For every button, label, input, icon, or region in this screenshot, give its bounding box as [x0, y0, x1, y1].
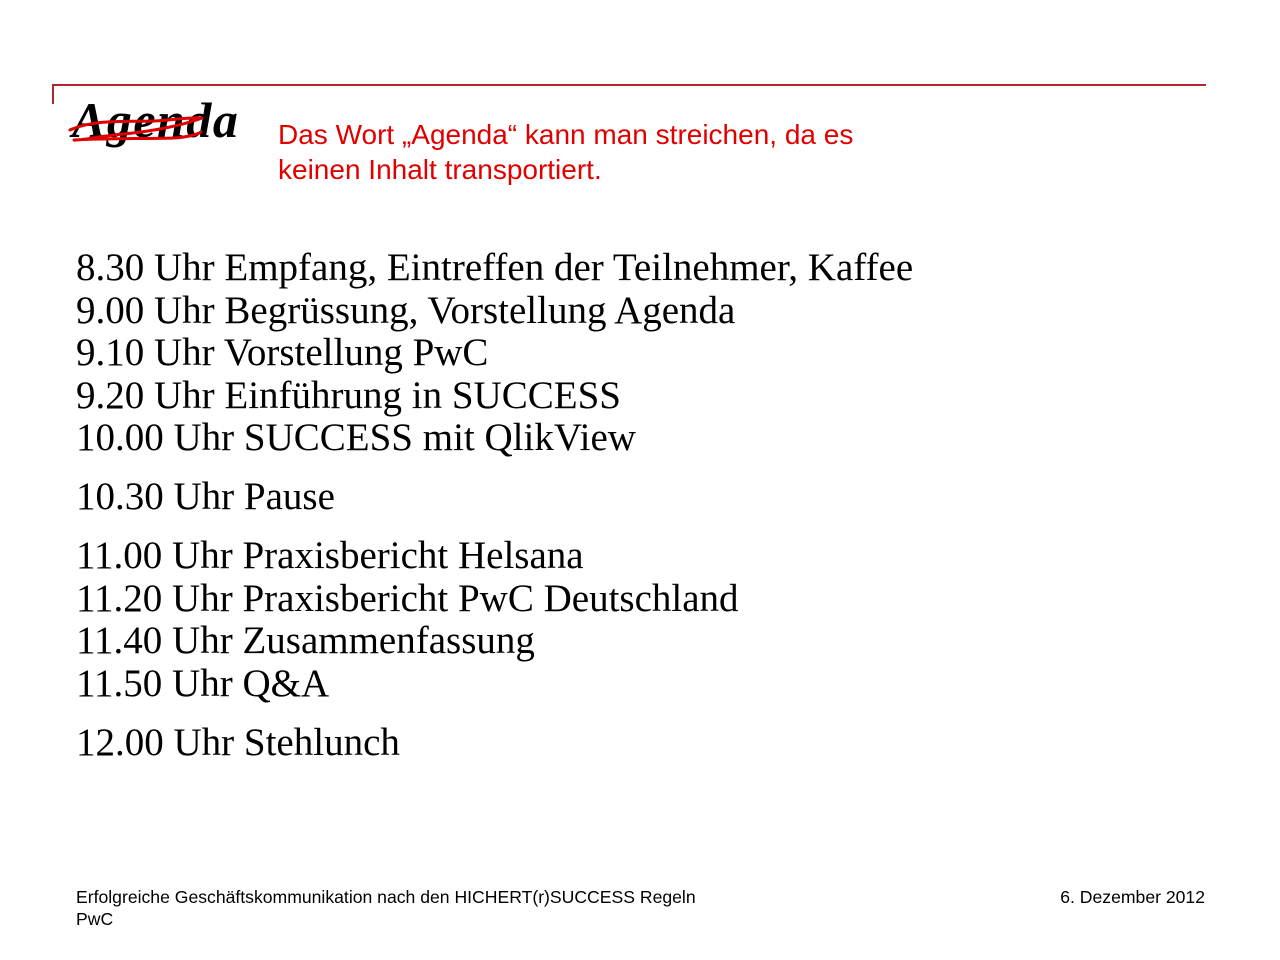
agenda-item: 12.00 Uhr Stehlunch — [76, 720, 400, 764]
annotation-line: keinen Inhalt transportiert. — [278, 154, 602, 185]
footer — [76, 886, 696, 930]
annotation-line: Das Wort „Agenda“ kann man streichen, da es — [278, 119, 854, 150]
agenda-item: 8.30 Uhr Empfang, Eintreffen der Teilnehmer, Kaffee — [76, 246, 914, 289]
agenda-item: 9.20 Uhr Einführung in SUCCESS — [76, 373, 621, 417]
agenda-item: 11.50 Uhr Q&A — [76, 661, 330, 705]
footer-presentation-title: Erfolgreiche Geschäftskommunikation nach den HICHERT(r)SUCCESS Regeln — [76, 887, 696, 907]
slide-title: Agenda — [72, 92, 240, 148]
agenda-list — [76, 247, 913, 764]
agenda-item: 11.20 Uhr Praxisbericht PwC Deutschland — [76, 576, 739, 620]
footer-company: PwC — [76, 909, 114, 929]
agenda-item: 9.10 Uhr Vorstellung PwC — [76, 331, 489, 374]
strikethrough-scribble — [64, 105, 209, 153]
agenda-group-lunch — [76, 722, 913, 765]
agenda-item: 11.40 Uhr Zusammenfassung — [76, 619, 535, 662]
agenda-item: 9.00 Uhr Begrüssung, Vorstellung Agenda — [76, 288, 736, 332]
agenda-item: 10.30 Uhr Pause — [76, 475, 335, 518]
agenda-group-reports — [76, 535, 913, 705]
agenda-group-break — [76, 476, 913, 519]
top-rule — [52, 84, 1206, 86]
footer-date: 6. Dezember 2012 — [1060, 887, 1205, 907]
agenda-item: 11.00 Uhr Praxisbericht Helsana — [76, 534, 584, 577]
agenda-group-arrival — [76, 247, 913, 460]
review-annotation — [278, 117, 853, 187]
agenda-item: 10.00 Uhr SUCCESS mit QlikView — [76, 416, 636, 459]
top-rule-tick — [52, 84, 54, 104]
